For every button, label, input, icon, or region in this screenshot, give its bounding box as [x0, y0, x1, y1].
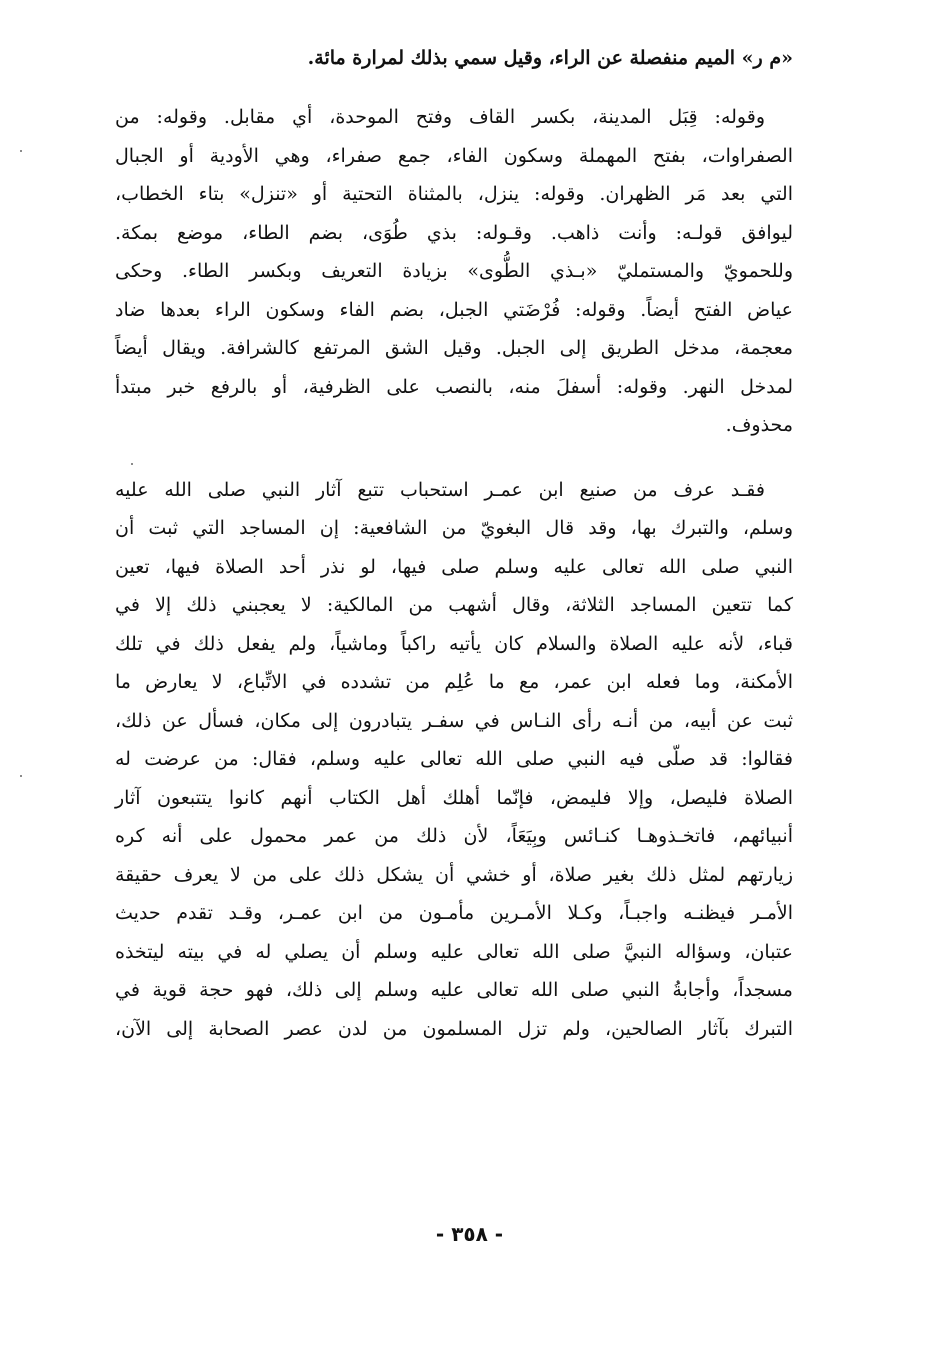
- paragraph-2-line: ثبت عن أبيه، من أنـه رأى النـاس في سفـر يتبادرون إلى مكان، فسأل عن ذلك،: [115, 709, 793, 732]
- paragraph-1-line: وقوله: قِبَل المدينة، بكسر القاف وفتح الموحدة، أي مقابل. وقوله: من: [115, 106, 765, 128]
- scan-speck: [20, 775, 22, 777]
- paragraph-1: [115, 98, 793, 445]
- paragraph-2-line: الصلاة فليصل، وإلا فليمض، فإنّما أهلك أهل الكتاب أنهم كانوا يتتبعون آثار: [115, 786, 793, 809]
- paragraph-2-line: مسجداً، وأجابةُ النبي صلى الله تعالى عليه وسلم إلى ذلك، فهو حجة قوية في: [115, 979, 793, 1001]
- paragraph-2: [115, 471, 793, 1049]
- paragraph-2-line: وسلم، والتبرك بها، وقد قال البغويّ من الشافعية: إن المساجد التي ثبت أن: [115, 517, 793, 539]
- top-line: «م ر» الميم منفصلة عن الراء، وقيل سمي بذلك لمرارة مائة.: [307, 47, 793, 69]
- paragraph-2-line: الأمكنة، وما فعله ابن عمر، مع ما عُلِم من تشدده في الاتِّباع، لا يعارض ما: [115, 671, 793, 693]
- paragraph-1-line: محذوف.: [725, 414, 793, 436]
- paragraph-1-line: عياض الفتح أيضاً. وقوله: فُرْضَتي الجبل، بضم الفاء وسكون الراء بعدها ضاد: [115, 298, 793, 321]
- paragraph-1-line: الصفراوات، بفتح المهملة وسكون الفاء، جمع صفراء، وهي الأودية أو الجبال: [115, 144, 793, 167]
- paragraph-2-line: التبرك بآثار الصالحين، ولم تزل المسلمون من لدن عصر الصحابة إلى الآن،: [115, 1017, 793, 1040]
- paragraph-2-line: أنبيائهم، فاتخـذوهـا كنـائس وبِيَعَاً، لأن ذلك من عمر محمول على أنه كره: [115, 825, 793, 847]
- page-number: - ٣٥٨ -: [435, 1222, 504, 1246]
- paragraph-2-line: فقـد عرف من صنيع ابن عمـر استحباب تتبع آثار النبي صلى الله عليه: [115, 478, 765, 501]
- paragraph-1-line: وللحمويّ والمستمليّ «بـذي الطُّوى» بزيادة التعريف وبكسر الطاء. وحكى: [115, 260, 793, 282]
- document-page: [115, 38, 793, 1048]
- paragraph-1-line: معجمة، مدخل الطريق إلى الجبل. وقيل الشق المرتفع كالشرافة. ويقال أيضاً: [115, 337, 793, 359]
- paragraph-1-line: التي بعد مَر الظهران. وقوله: ينزل، بالمثناة التحتية أو «تنزل» بتاء الخطاب،: [115, 183, 793, 205]
- paragraph-1-line: لمدخل النهر. وقوله: أسفلَ منه، بالنصب على الظرفية، أو بالرفع خبر مبتدأ: [115, 375, 793, 398]
- paragraph-2-line: كما تتعين المساجد الثلاثة، وقال أشهب من المالكية: لا يعجبني ذلك إلا في: [115, 594, 793, 616]
- scan-speck: [20, 150, 22, 152]
- paragraph-2-line: الأمـر فيظنـه واجبـاً، وكـلا الأمـرين مأمـون من ابن عمـر، وقـد تقدم حديث: [115, 902, 793, 924]
- paragraph-2-line: النبي صلى الله تعالى عليه وسلم صلى فيها، لو نذر أحد الصلاة فيها، تعين: [115, 555, 793, 578]
- paragraph-2-line: قباء، لأنه عليه الصلاة والسلام كان يأتيه راكباً وماشياً، ولم يفعل ذلك في تلك: [115, 632, 793, 655]
- paragraph-2-line: عتبان، وسؤاله النبيَّ صلى الله تعالى عليه وسلم أن يصلي له في بيته ليتخذه: [115, 940, 793, 963]
- paragraph-2-line: فقالوا: قد صلّى فيه النبي صلى الله تعالى عليه وسلم، فقال: من عرضت له: [115, 748, 793, 770]
- scan-speck: [131, 463, 133, 465]
- paragraph-2-line: زيارتهم لمثل ذلك بغير صلاة، أو خشي أن يشكل ذلك على من لا يعرف حقيقة: [115, 863, 793, 886]
- paragraph-1-line: ليوافق قولـه: وأنت ذاهب. وقـوله: بذي طُوَى، بضم الطاء، موضع بمكة.: [115, 221, 793, 244]
